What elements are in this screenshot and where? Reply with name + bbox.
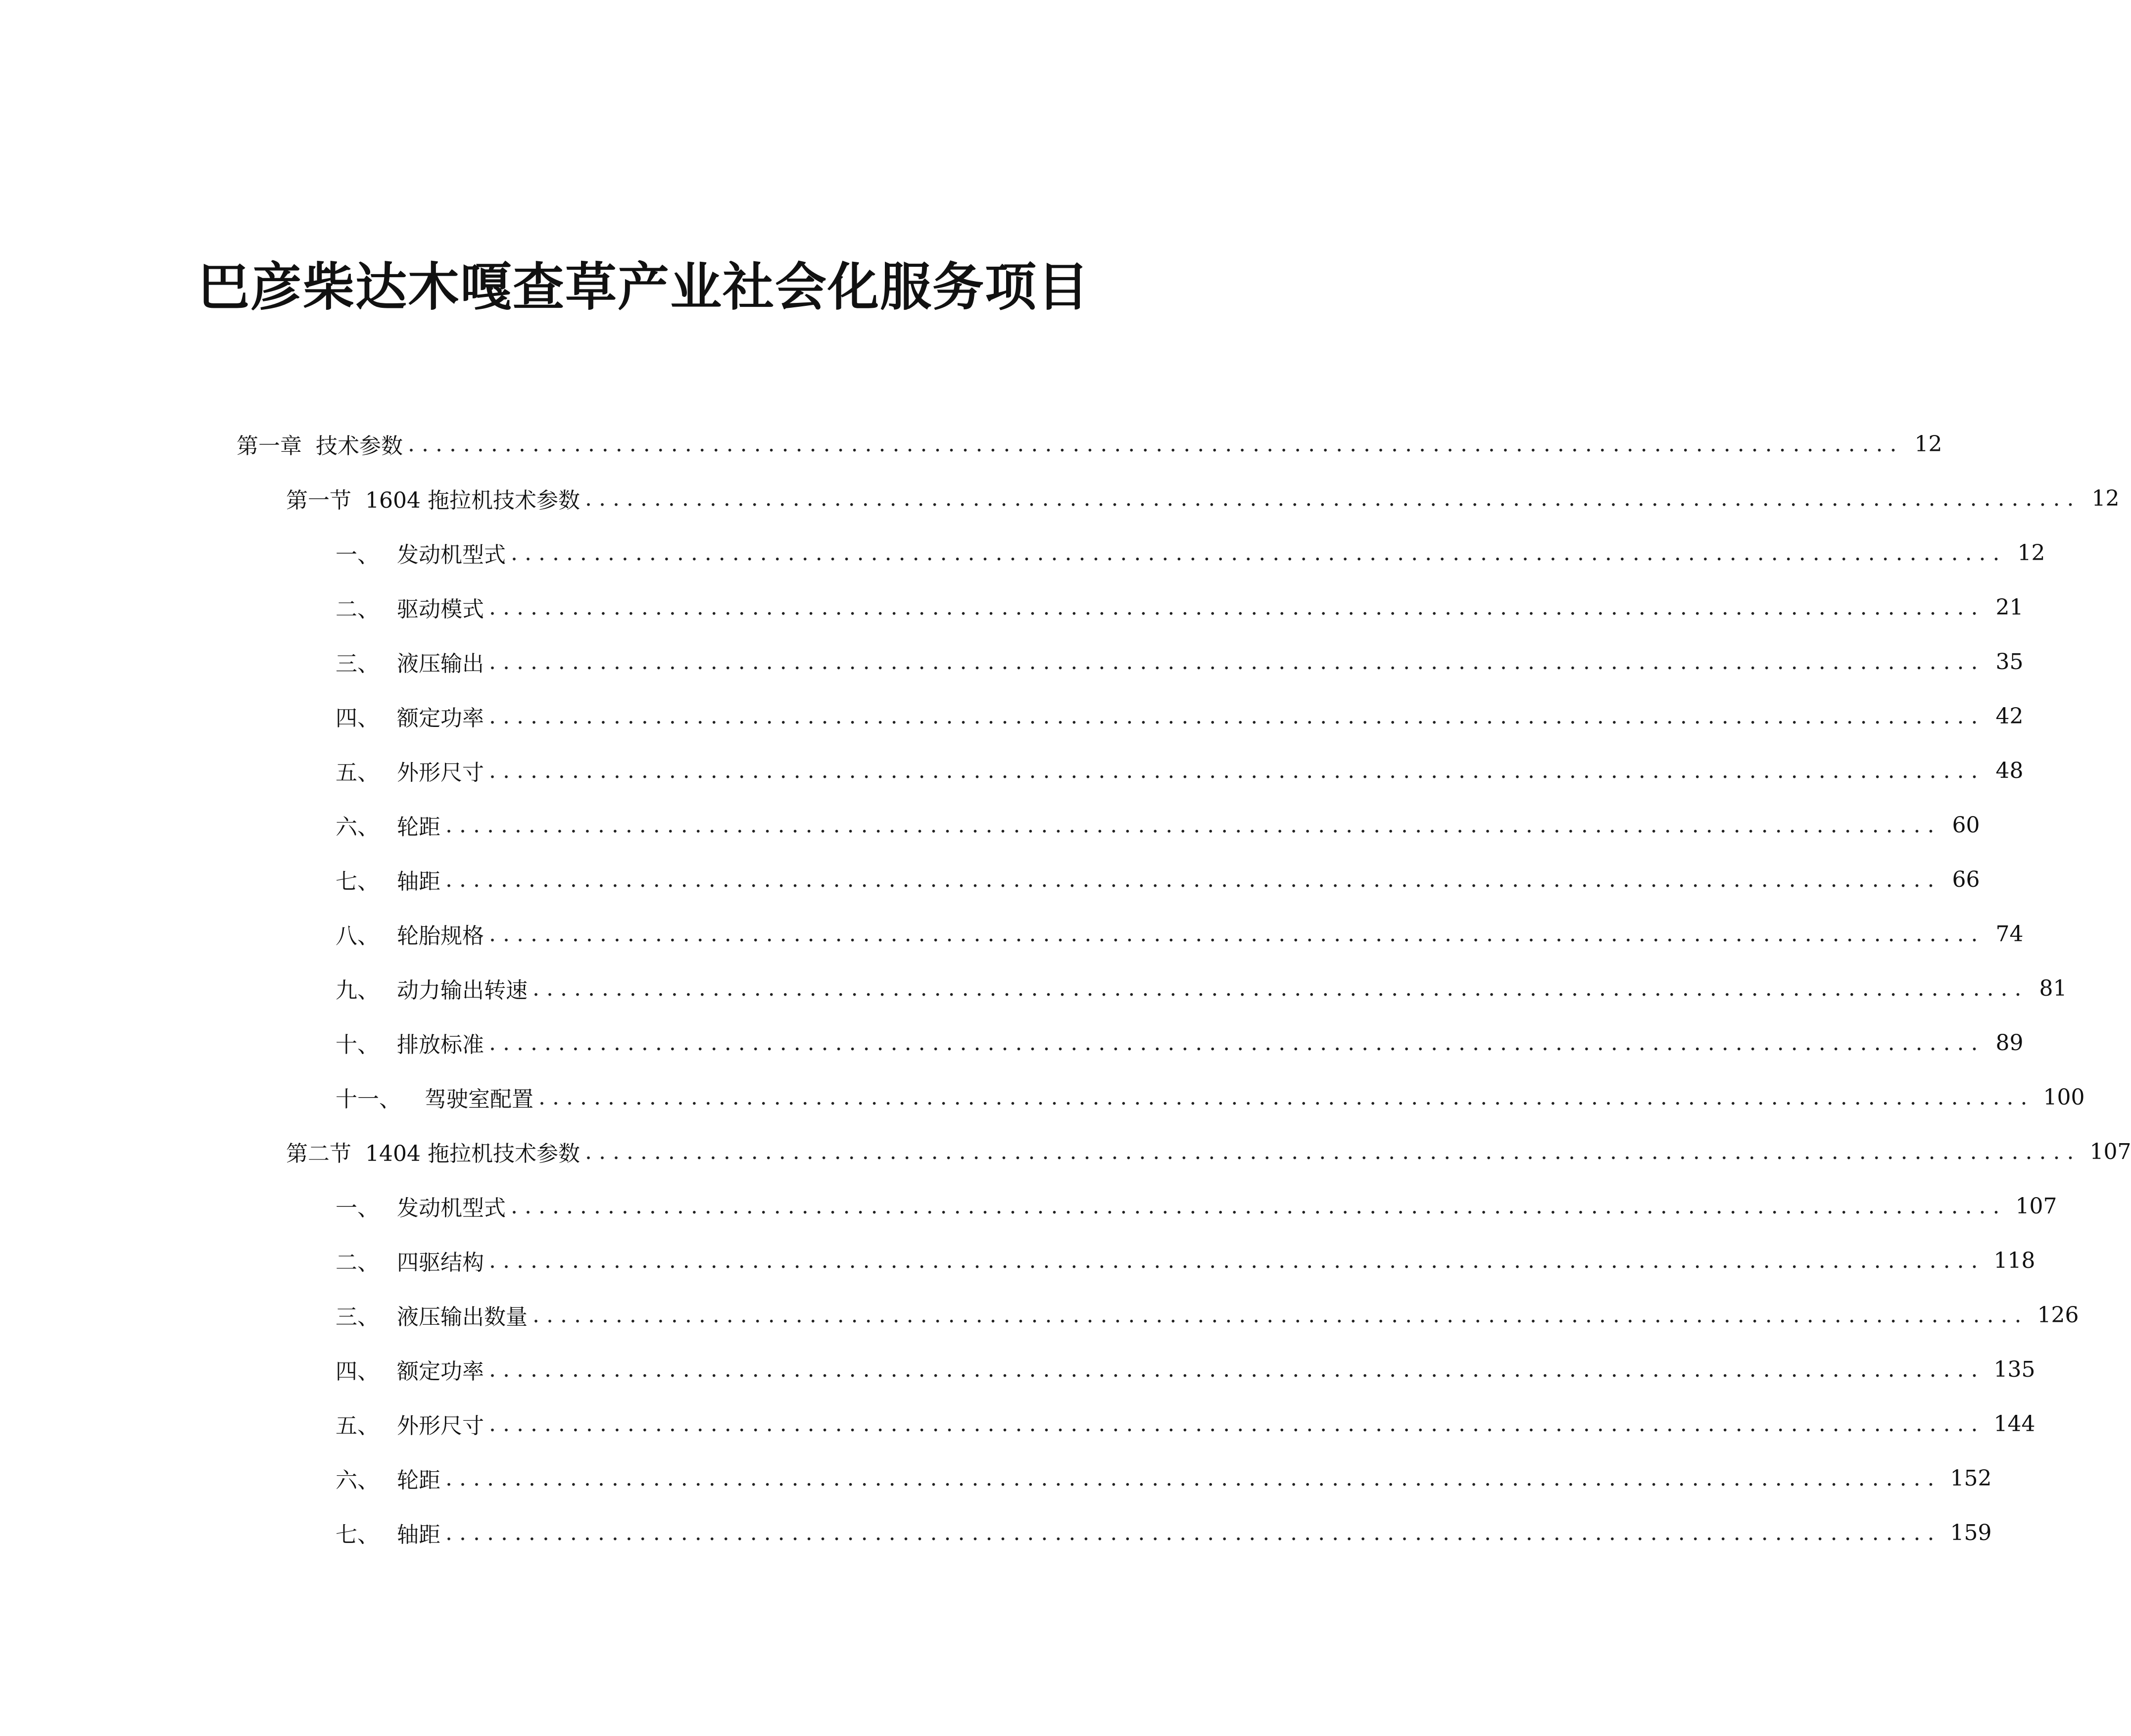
toc-leader-dots: ............................................................................................................ <box>445 1465 1941 1491</box>
toc-leader-dots: ............................................................................................................ <box>408 431 1904 457</box>
toc-leader-dots: ............................................................................................................ <box>489 1356 1985 1382</box>
toc-entry-number: 五、 <box>336 1413 379 1439</box>
toc-entry-number: 一、 <box>336 542 379 568</box>
toc-section-2[interactable] <box>286 1134 2131 1169</box>
toc-entry-number: 二、 <box>336 1250 379 1275</box>
toc-entry-label: 外形尺寸 <box>397 760 484 785</box>
toc-item[interactable] <box>336 808 1980 842</box>
toc-entry-number: 七、 <box>336 869 379 894</box>
toc-entry-label: 驾驶室配置 <box>425 1087 533 1112</box>
toc-entry-page: 107 <box>2015 1193 2057 1219</box>
toc-entry-page: 89 <box>1995 1030 2024 1056</box>
toc-item[interactable] <box>336 590 2024 625</box>
toc-leader-dots: ............................................................................................................ <box>538 1084 2034 1110</box>
toc-entry-number: 九、 <box>336 978 379 1003</box>
toc-leader-dots: ............................................................................................................ <box>489 1030 1985 1056</box>
toc-entry-number: 六、 <box>336 1468 379 1493</box>
toc-item[interactable] <box>336 1080 2085 1114</box>
toc-leader-dots: ............................................................................................................ <box>445 812 1941 838</box>
toc-entry-number: 十一、 <box>336 1087 401 1112</box>
toc-entry-page: 12 <box>1914 431 1942 457</box>
toc-entry-label: 排放标准 <box>397 1032 484 1058</box>
toc-entry-label: 技术参数 <box>316 434 403 459</box>
toc-entry-number: 七、 <box>336 1522 379 1547</box>
toc-entry-page: 107 <box>2089 1139 2131 1164</box>
toc-item[interactable] <box>336 753 2024 788</box>
toc-leader-dots: ............................................................................................................ <box>489 1248 1985 1273</box>
toc-entry-label: 发动机型式 <box>397 542 506 568</box>
toc-entry-label: 1404 拖拉机技术参数 <box>365 1141 580 1166</box>
toc-leader-dots: ............................................................................................................ <box>511 540 2007 566</box>
toc-item[interactable] <box>336 916 2024 951</box>
toc-leader-dots: ............................................................................................................ <box>533 975 2029 1001</box>
toc-entry-label: 轮距 <box>397 815 440 840</box>
toc-entry-label: 外形尺寸 <box>397 1413 484 1439</box>
toc-entry-label: 轴距 <box>397 869 440 894</box>
toc-leader-dots: ............................................................................................................ <box>489 921 1985 947</box>
toc-entry-number: 四、 <box>336 1359 379 1384</box>
toc-item[interactable] <box>336 1352 2035 1387</box>
toc-entry-label: 1604 拖拉机技术参数 <box>365 488 580 513</box>
toc-entry-page: 42 <box>1995 703 2024 729</box>
toc-leader-dots: ............................................................................................................ <box>489 649 1985 675</box>
toc-item[interactable] <box>336 644 2024 679</box>
toc-entry-page: 118 <box>1993 1248 2035 1273</box>
toc-item[interactable] <box>336 1515 1992 1550</box>
toc-leader-dots: ............................................................................................................ <box>489 758 1985 783</box>
toc-chapter-1[interactable] <box>237 427 1942 461</box>
toc-entry-label: 额定功率 <box>397 706 484 731</box>
toc-entry-label: 液压输出 <box>397 651 484 676</box>
toc-entry-label: 轮胎规格 <box>397 923 484 949</box>
toc-leader-dots: ............................................................................................................ <box>533 1302 2029 1328</box>
toc-entry-label: 四驱结构 <box>397 1250 484 1275</box>
toc-item[interactable] <box>336 535 2045 570</box>
toc-item[interactable] <box>336 1461 1992 1495</box>
toc-item[interactable] <box>336 1243 2035 1278</box>
toc-entry-label: 发动机型式 <box>397 1196 506 1221</box>
toc-entry-page: 12 <box>2091 485 2120 511</box>
toc-entry-page: 60 <box>1952 812 1980 838</box>
toc-leader-dots: ............................................................................................................ <box>445 867 1941 892</box>
toc-entry-number: 六、 <box>336 815 379 840</box>
toc-entry-page: 159 <box>1950 1520 1992 1545</box>
toc-entry-label: 轮距 <box>397 1468 440 1493</box>
toc-entry-number: 二、 <box>336 597 379 622</box>
toc-entry-label: 轴距 <box>397 1522 440 1547</box>
toc-entry-number: 十、 <box>336 1032 379 1058</box>
toc-item[interactable] <box>336 971 2067 1006</box>
toc-item[interactable] <box>336 1025 2024 1060</box>
toc-entry-page: 74 <box>1995 921 2024 947</box>
toc-item[interactable] <box>336 862 1980 897</box>
toc-entry-number: 三、 <box>336 651 379 676</box>
toc-entry-label: 液压输出数量 <box>397 1304 528 1330</box>
toc-entry-number: 三、 <box>336 1304 379 1330</box>
toc-entry-number: 一、 <box>336 1196 379 1221</box>
document-title: 巴彦柴达木嘎查草产业社会化服务项目 <box>198 257 1090 317</box>
toc-item[interactable] <box>336 1298 2079 1332</box>
toc-leader-dots: ............................................................................................................ <box>489 594 1985 620</box>
toc-entry-label: 动力输出转速 <box>397 978 528 1003</box>
toc-entry-number: 第一节 <box>286 488 351 513</box>
toc-entry-number: 第一章 <box>237 434 302 459</box>
toc-leader-dots: ............................................................................................................ <box>511 1193 2007 1219</box>
toc-entry-number: 五、 <box>336 760 379 785</box>
toc-leader-dots: ............................................................................................................ <box>489 703 1985 729</box>
toc-section-1[interactable] <box>286 481 2120 516</box>
toc-entry-page: 152 <box>1950 1465 1992 1491</box>
toc-entry-label: 驱动模式 <box>397 597 484 622</box>
toc-entry-number: 八、 <box>336 923 379 949</box>
toc-leader-dots: ............................................................................................................ <box>584 1139 2081 1164</box>
toc-item[interactable] <box>336 1406 2035 1441</box>
toc-entry-page: 21 <box>1995 594 2024 620</box>
toc-entry-page: 144 <box>1993 1411 2035 1437</box>
toc-entry-label: 额定功率 <box>397 1359 484 1384</box>
toc-entry-page: 100 <box>2043 1084 2085 1110</box>
toc-entry-page: 12 <box>2017 540 2045 566</box>
toc-item[interactable] <box>336 1189 2057 1223</box>
toc-entry-page: 66 <box>1952 867 1980 892</box>
toc-entry-page: 35 <box>1995 649 2024 675</box>
toc-leader-dots: ............................................................................................................ <box>489 1411 1985 1437</box>
toc-entry-number: 四、 <box>336 706 379 731</box>
toc-entry-page: 81 <box>2039 975 2067 1001</box>
toc-entry-page: 48 <box>1995 758 2024 783</box>
toc-entry-page: 126 <box>2037 1302 2079 1328</box>
toc-item[interactable] <box>336 699 2024 733</box>
toc-leader-dots: ............................................................................................................ <box>445 1520 1941 1545</box>
toc-entry-page: 135 <box>1993 1356 2035 1382</box>
toc-leader-dots: ............................................................................................................ <box>584 485 2081 511</box>
toc-entry-number: 第二节 <box>286 1141 351 1166</box>
